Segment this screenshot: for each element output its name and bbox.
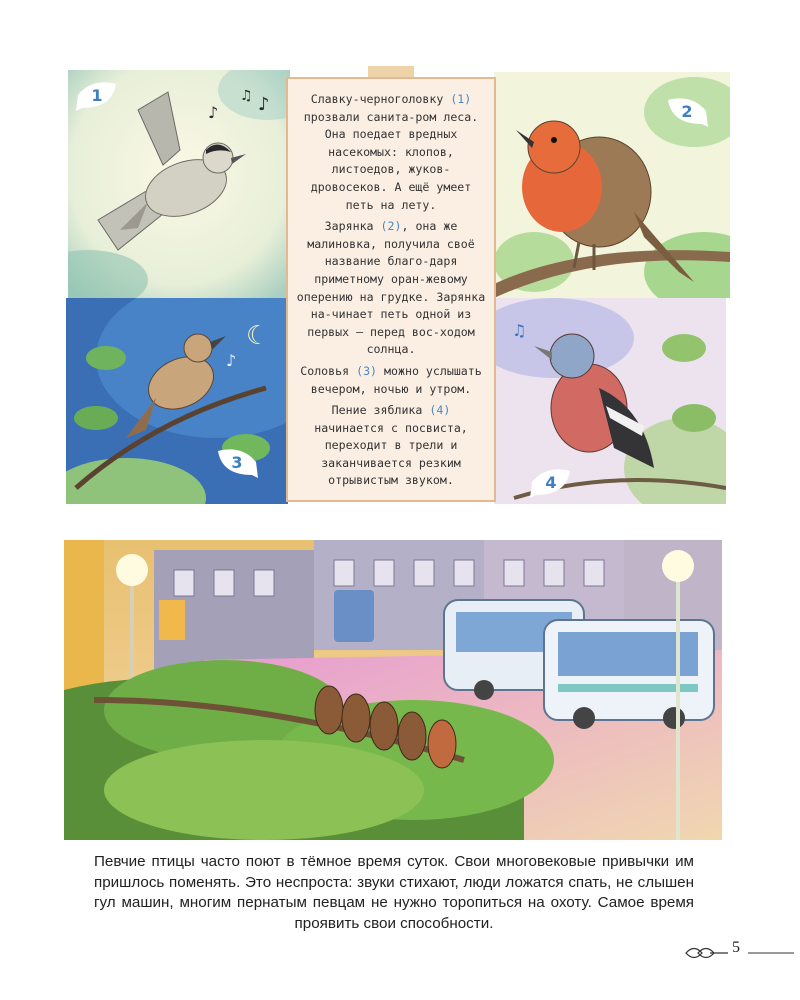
svg-text:♫: ♫	[512, 321, 527, 340]
illustration-city-birds	[64, 540, 722, 840]
svg-text:♪: ♪	[258, 94, 270, 115]
badge-number: 2	[681, 101, 693, 121]
badge-number: 3	[231, 452, 243, 472]
note-paragraph-chaffinch: Пение зяблика (4) начинается с посвиста, переходит в трели и заканчивается резким отрывистым звуком.	[314, 403, 468, 488]
badge-number: 4	[545, 472, 557, 492]
note-text	[296, 91, 486, 494]
caption-paragraph: Певчие птицы часто поют в тёмное время суток. Свои многовековые привычки им пришлось поменять. Это неспроста: звуки стихают, люди ложатся спать, не слышен гул машин, многим пернатым певцам не нужно торопиться на охоту. Самое время проявить свои способности.	[94, 853, 694, 932]
note-paragraph-blackcap: Славку-черноголовку (1) прозвали санита-ром леса. Она поедает вредных насекомых: клопов, листоедов, жуков-дровосеков. А ещё умеет петь на лету.	[303, 92, 479, 212]
svg-text:♪: ♪	[208, 103, 219, 122]
badge-2	[664, 94, 710, 128]
note-card	[286, 77, 496, 502]
note-paragraph-robin: Зарянка (2), она же малиновка, получила своё название благо-даря приметному оран-жевому оперению на грудке. Зарянка на-чинает петь одной из первых — перед вос-ходом солнца.	[296, 219, 486, 357]
svg-text:♪: ♪	[226, 351, 237, 370]
svg-text:☾: ☾	[246, 321, 270, 351]
badge-number: 1	[91, 85, 103, 105]
badge-1	[74, 78, 120, 112]
page-number: 5	[732, 939, 740, 956]
badge-3	[214, 445, 260, 479]
svg-text:♫: ♫	[240, 88, 253, 104]
badge-4	[528, 465, 574, 499]
note-paragraph-nightingale: Соловья (3) можно услышать вечером, ночью и утром.	[300, 363, 482, 396]
